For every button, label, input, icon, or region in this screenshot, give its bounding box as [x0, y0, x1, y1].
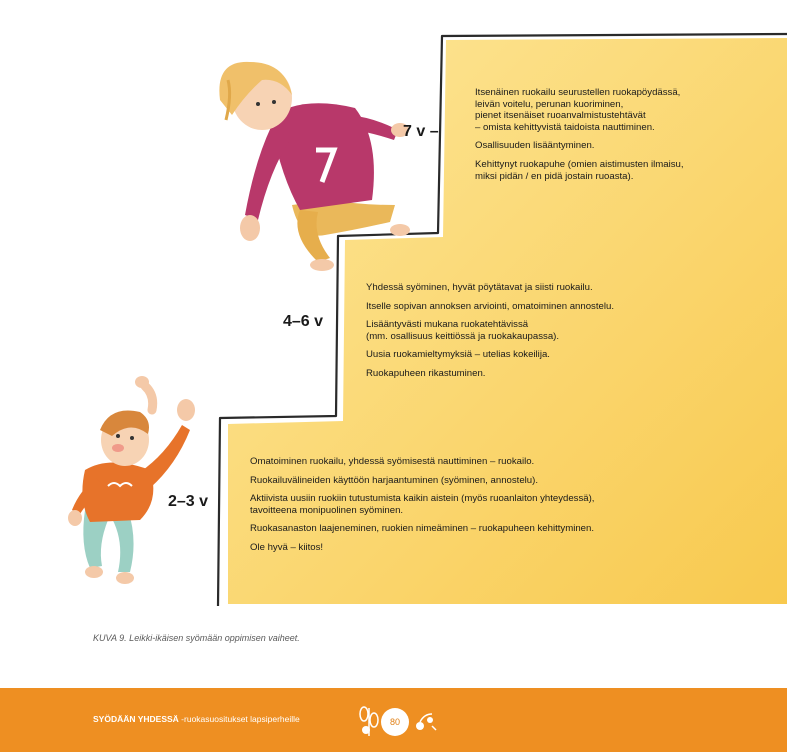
- footer-title: [93, 714, 300, 724]
- stage-text-line: Itsenäinen ruokailu seurustellen ruokapöydässä, leivän voitelu, perunan kuoriminen, pienet itsenäiset ruoanvalmistustehtävät – omista kehittyvistä taidoista nauttiminen.: [475, 87, 681, 133]
- stage-text-line: Omatoiminen ruokailu, yhdessä syömisestä nauttiminen – ruokailo.: [250, 456, 535, 467]
- stage-text-line: Lisääntyvästi mukana ruokatehtävissä (mm. osallisuus keittiössä ja ruokakaupassa).: [366, 319, 560, 342]
- page-footer: [0, 688, 787, 752]
- stage-7-text: [475, 87, 775, 189]
- age-label-2-3: 2–3 v: [168, 493, 209, 510]
- toddler-illustration: [68, 376, 195, 584]
- age-label-4-6: 4–6 v: [283, 313, 324, 330]
- stage-text-line: Itselle sopivan annoksen arviointi, omatoiminen annostelu.: [366, 300, 614, 312]
- stage-text-line: Osallisuuden lisääntyminen.: [475, 140, 595, 152]
- footer-title-bold: SYÖDÄÄN YHDESSÄ: [93, 714, 179, 724]
- stage-text-line: Ole hyvä – kiitos!: [250, 541, 324, 553]
- stage-text-line: Kehittynyt ruokapuhe (omien aistimusten ilmaisu, miksi pidän / en pidä jostain ruoasta).: [475, 158, 684, 182]
- leaf-sprig-icon: [356, 702, 382, 738]
- figure-caption: KUVA 9. Leikki-ikäisen syömään oppimisen vaiheet.: [93, 633, 300, 643]
- stage-text-line: Yhdessä syöminen, hyvät pöytätavat ja siisti ruokailu.: [366, 282, 593, 293]
- stage-text-line: Ruokailuvälineiden käyttöön harjaantuminen (syöminen, annostelu).: [250, 474, 538, 486]
- stage-text-line: Ruokasanaston laajeneminen, ruokien nimeäminen – ruokapuheen kehittyminen.: [250, 523, 594, 535]
- stage-text-line: Uusia ruokamieltymyksiä – utelias kokeilija.: [366, 349, 550, 361]
- berries-icon: [414, 712, 438, 734]
- stage-2-3-text: [250, 456, 670, 561]
- stage-text-line: Ruokapuheen rikastuminen.: [366, 367, 486, 379]
- page-number-badge: 80: [381, 708, 409, 736]
- stage-text-line: Aktiivista uusiin ruokiin tutustumista kaikin aistein (myös ruoanlaiton yhteydessä), tavoitteena monipuolinen syöminen.: [250, 493, 595, 516]
- stage-4-6-text: [366, 282, 666, 387]
- footer-title-rest: -ruokasuositukset lapsiperheille: [178, 714, 300, 724]
- age-label-7: 7 v –: [403, 123, 439, 140]
